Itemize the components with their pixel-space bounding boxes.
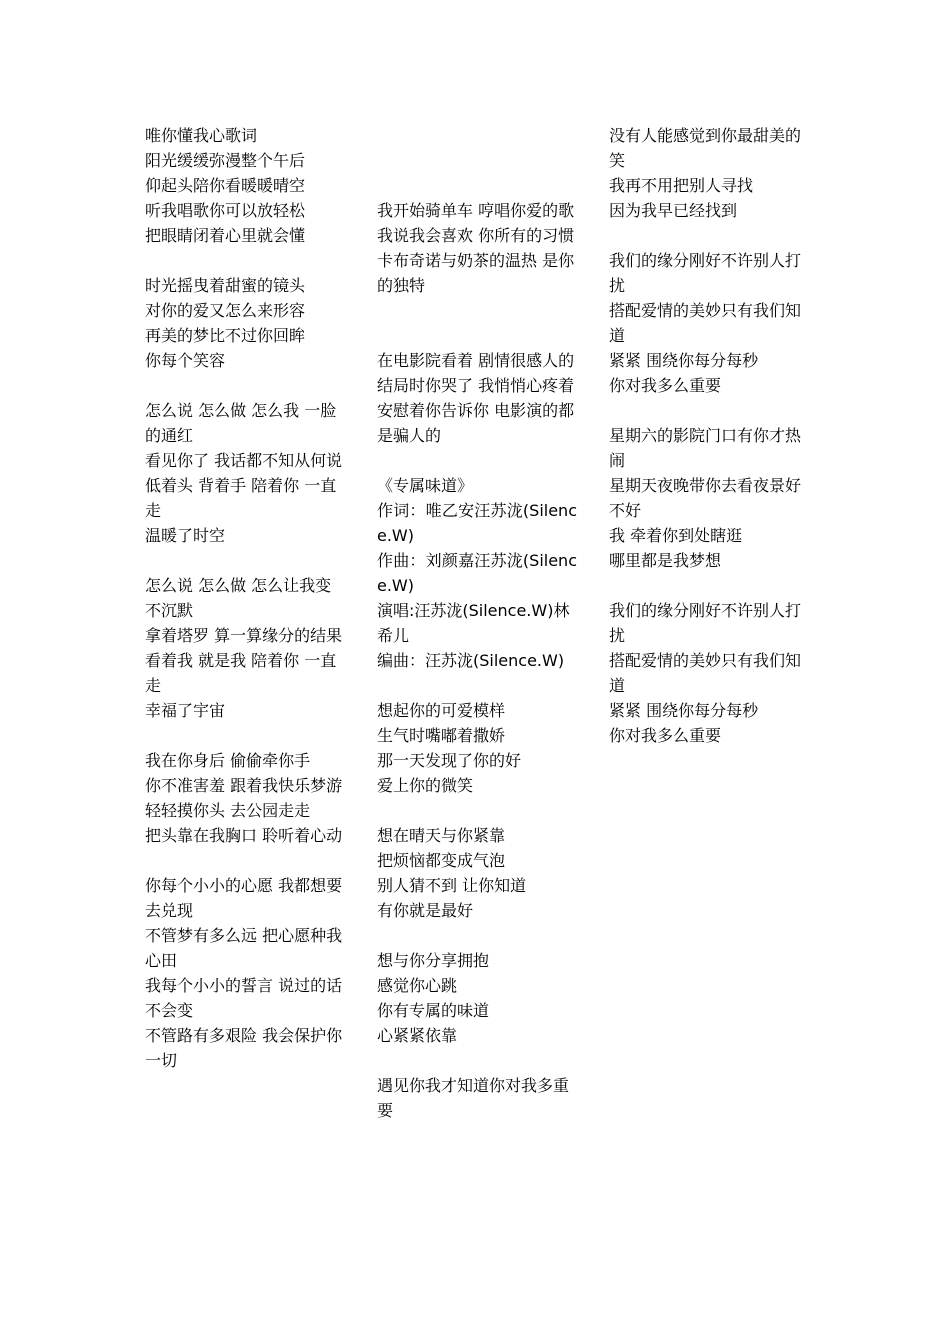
lyric-line: 怎么说 怎么做 怎么让我变不沉默 [145, 576, 332, 620]
lyric-line: 不管梦有多么远 把心愿种我心田 [145, 926, 343, 970]
lyric-line: 感觉你心跳 [377, 976, 458, 995]
lyric-line: 爱上你的微笑 [377, 776, 474, 795]
lyric-line: 你每个笑容 [145, 351, 226, 370]
lyric-line: 因为我早已经找到 [609, 201, 738, 220]
lyric-line: 你不准害羞 跟着我快乐梦游 [145, 776, 343, 795]
lyric-line: 想起你的可爱模样 [377, 701, 506, 720]
lyric-line: 卡布奇诺与奶茶的温热 是你的独特 [377, 251, 575, 295]
blank-line [377, 323, 577, 348]
lyrics-column-right [609, 123, 809, 748]
lyric-line: 我再不用把别人寻找 [609, 176, 754, 195]
lyric-line: 搭配爱情的美妙只有我们知道 [609, 651, 802, 695]
lyric-line: 拿着塔罗 算一算缘分的结果 [145, 626, 343, 645]
lyric-line: 你对我多么重要 [609, 376, 722, 395]
lyric-line: 听我唱歌你可以放轻松 [145, 201, 306, 220]
lyric-line: 低着头 背着手 陪着你 一直走 [145, 476, 337, 520]
lyric-line: 仰起头陪你看暖暖晴空 [145, 176, 306, 195]
lyric-line: 时光摇曳着甜蜜的镜头 [145, 276, 306, 295]
lyric-line: 想与你分享拥抱 [377, 951, 490, 970]
lyric-line: 你每个小小的心愿 我都想要去兑现 [145, 876, 343, 920]
lyric-line: 怎么说 怎么做 怎么我 一脸的通红 [145, 401, 337, 445]
lyric-line: 安慰着你告诉你 电影演的都是骗人的 [377, 401, 575, 445]
lyric-line: 紧紧 围绕你每分每秒 [609, 351, 759, 370]
lyric-line: 搭配爱情的美妙只有我们知道 [609, 301, 802, 345]
lyric-line: 星期六的影院门口有你才热闹 [609, 426, 802, 470]
blank-line [609, 223, 809, 248]
lyric-line: 《专属味道》 [377, 476, 474, 495]
lyric-line: 你对我多么重要 [609, 726, 722, 745]
lyric-line: 看着我 就是我 陪着你 一直走 [145, 651, 337, 695]
lyric-line: 星期天夜晚带你去看夜景好不好 [609, 476, 802, 520]
lyric-line: 阳光缓缓弥漫整个午后 [145, 151, 306, 170]
blank-line [377, 448, 577, 473]
lyric-line: 作词：唯乙安汪苏泷(Silence.W) [377, 501, 577, 545]
blank-line [145, 848, 345, 873]
lyric-line: 我们的缘分刚好不许别人打扰 [609, 251, 802, 295]
lyric-line: 对你的爱又怎么来形容 [145, 301, 306, 320]
lyric-line: 有你就是最好 [377, 901, 474, 920]
lyric-line: 我开始骑单车 哼唱你爱的歌 [377, 201, 575, 220]
lyric-line: 我在你身后 偷偷牵你手 [145, 751, 311, 770]
lyric-line: 我 牵着你到处瞎逛 [609, 526, 743, 545]
lyric-line: 在电影院看着 剧情很感人的 [377, 351, 575, 370]
lyric-line: 我们的缘分刚好不许别人打扰 [609, 601, 802, 645]
lyric-line: 把头靠在我胸口 聆听着心动 [145, 826, 343, 845]
lyric-line: 把眼睛闭着心里就会懂 [145, 226, 306, 245]
blank-line [377, 673, 577, 698]
blank-line [377, 923, 577, 948]
lyric-line: 别人猜不到 让你知道 [377, 876, 527, 895]
blank-line [377, 298, 577, 323]
blank-line [609, 573, 809, 598]
lyric-line: 结局时你哭了 我悄悄心疼着 [377, 376, 575, 395]
lyric-line: 再美的梦比不过你回眸 [145, 326, 306, 345]
lyric-line: 唯你懂我心歌词 [145, 126, 258, 145]
lyric-line: 不管路有多艰险 我会保护你一切 [145, 1026, 343, 1070]
lyric-line: 没有人能感觉到你最甜美的笑 [609, 126, 802, 170]
lyric-line: 幸福了宇宙 [145, 701, 226, 720]
blank-line [609, 398, 809, 423]
lyric-line: 心紧紧依靠 [377, 1026, 458, 1045]
lyric-line: 轻轻摸你头 去公园走走 [145, 801, 311, 820]
lyrics-column-middle [377, 198, 577, 1123]
blank-line [145, 548, 345, 573]
lyrics-column-left [145, 123, 345, 1073]
lyric-line: 把烦恼都变成气泡 [377, 851, 506, 870]
lyric-line: 你有专属的味道 [377, 1001, 490, 1020]
lyric-line: 温暖了时空 [145, 526, 226, 545]
lyric-line: 哪里都是我梦想 [609, 551, 722, 570]
lyric-line: 遇见你我才知道你对我多重要 [377, 1076, 570, 1120]
lyric-line: 编曲：汪苏泷(Silence.W) [377, 651, 565, 670]
lyric-line: 我每个小小的誓言 说过的话不会变 [145, 976, 343, 1020]
lyric-line: 紧紧 围绕你每分每秒 [609, 701, 759, 720]
lyric-line: 作曲：刘颜嘉汪苏泷(Silence.W) [377, 551, 577, 595]
lyric-line: 那一天发现了你的好 [377, 751, 522, 770]
lyric-line: 看见你了 我话都不知从何说 [145, 451, 343, 470]
blank-line [145, 248, 345, 273]
lyric-line: 想在晴天与你紧靠 [377, 826, 506, 845]
blank-line [145, 723, 345, 748]
blank-line [145, 373, 345, 398]
blank-line [377, 1048, 577, 1073]
lyric-line: 生气时嘴嘟着撒娇 [377, 726, 506, 745]
lyric-line: 我说我会喜欢 你所有的习惯 [377, 226, 575, 245]
lyric-line: 演唱:汪苏泷(Silence.W)林希儿 [377, 601, 570, 645]
blank-line [377, 798, 577, 823]
